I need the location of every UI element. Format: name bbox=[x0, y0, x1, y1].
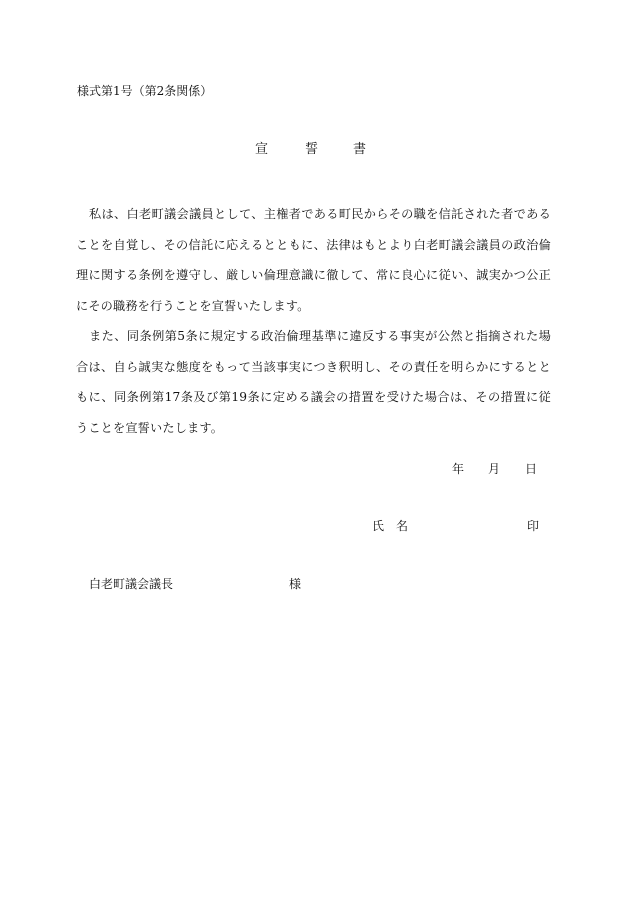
date-year-label: 年 bbox=[452, 462, 465, 476]
document-title bbox=[255, 141, 373, 159]
oath-paragraph-1: 私は、白老町議会議員として、主権者である町民からその職を信託された者であることを自覚し、その信託に応えるとともに、法律はもとより白老町議会議員の政治倫理に関する条例を遵守し、厳しい倫理意識に徹して、常に良心に従い、誠実かつ公正にその職務を行うことを宣誓いたします。 bbox=[76, 207, 551, 313]
signature-line bbox=[372, 518, 539, 534]
oath-paragraph-2: また、同条例第5条に規定する政治倫理基準に違反する事実が公然と指摘された場合は、自ら誠実な態度をもって当該事実につき釈明し、その責任を明らかにするとともに、同条例第17条及び第19条に定める議会の措置を受けた場合は、その措置に従うことを宣誓いたします。 bbox=[76, 329, 551, 435]
addressee-line bbox=[89, 576, 301, 592]
title-char-3: 書 bbox=[353, 142, 367, 157]
form-number: 様式第1号（第2条関係） bbox=[77, 84, 213, 98]
date-line bbox=[452, 461, 537, 477]
name-label: 氏 名 bbox=[372, 519, 409, 533]
date-month-label: 月 bbox=[488, 462, 501, 476]
seal-mark: 印 bbox=[527, 519, 540, 533]
date-day-label: 日 bbox=[525, 462, 538, 476]
title-char-2: 誓 bbox=[305, 142, 319, 157]
addressee-honorific: 様 bbox=[289, 577, 302, 591]
addressee-recipient: 白老町議会議長 bbox=[89, 577, 174, 591]
title-char-1: 宣 bbox=[255, 142, 269, 157]
